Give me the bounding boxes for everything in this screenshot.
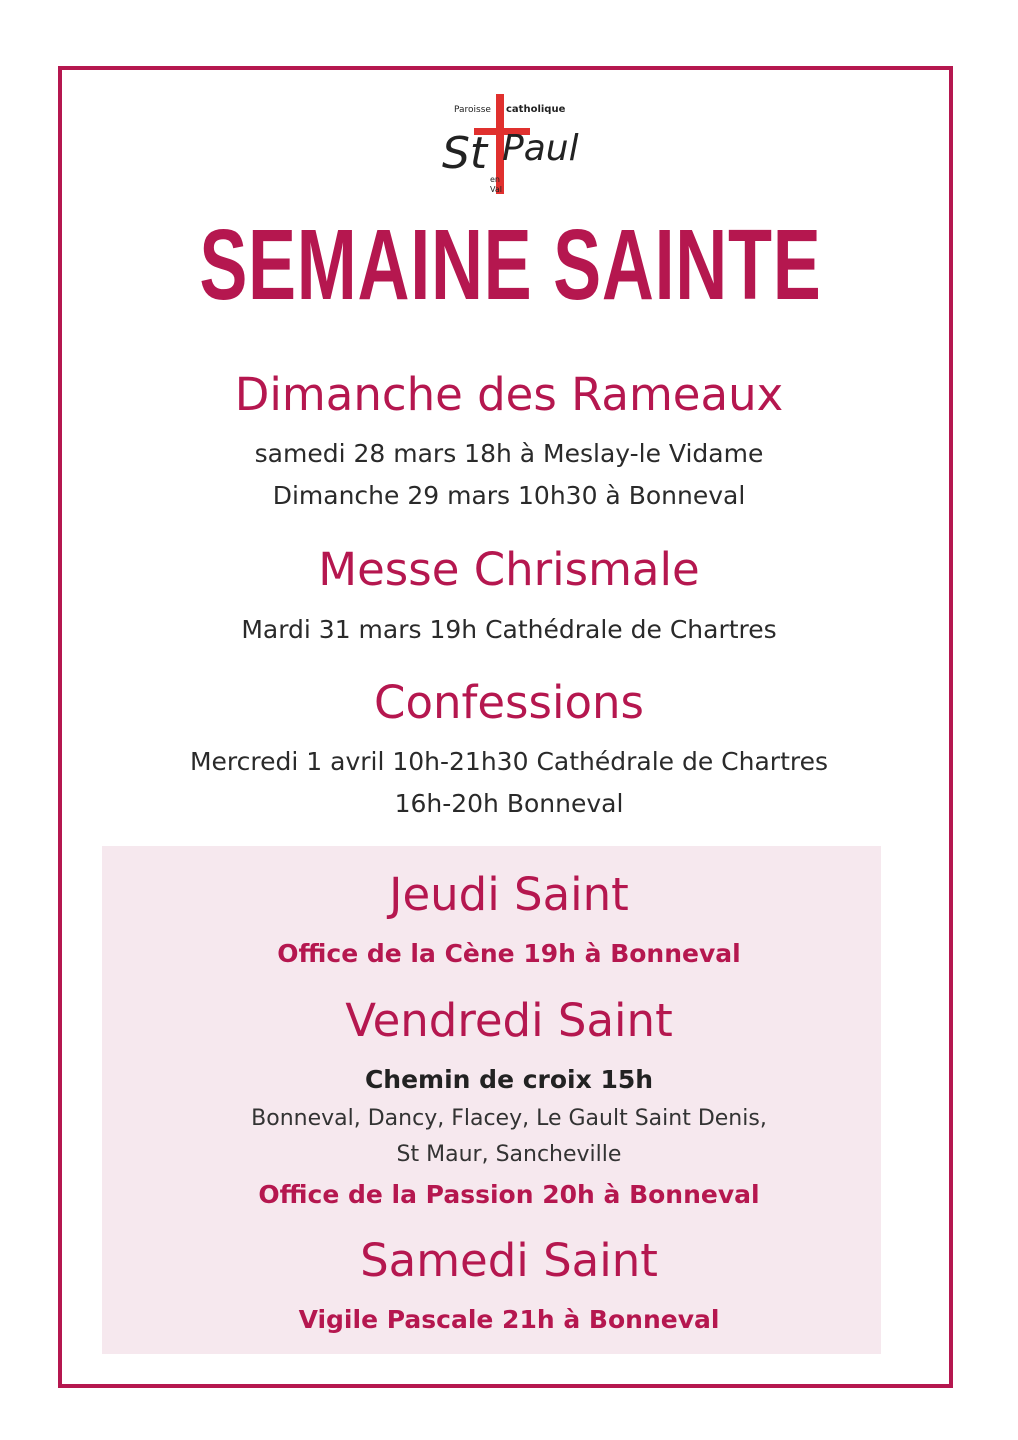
rameaux-line-1: samedi 28 mars 18h à Meslay-le Vidame — [254, 439, 764, 468]
parish-logo — [430, 88, 580, 198]
heading-jeudi: Jeudi Saint — [389, 868, 629, 921]
heading-chrismale: Messe Chrismale — [318, 543, 700, 596]
saint-paul-logo-icon — [430, 88, 580, 198]
heading-vendredi: Vendredi Saint — [345, 994, 673, 1047]
logo-catholique: catholique — [506, 104, 566, 115]
rameaux-line-2: Dimanche 29 mars 10h30 à Bonneval — [272, 481, 746, 510]
confessions-line-2: 16h-20h Bonneval — [394, 789, 624, 818]
heading-confessions: Confessions — [374, 676, 644, 729]
logo-en: en — [490, 175, 500, 184]
jeudi-office: Office de la Cène 19h à Bonneval — [277, 939, 741, 968]
heading-samedi: Samedi Saint — [360, 1234, 658, 1287]
logo-st: St — [442, 128, 488, 179]
confessions-line-1: Mercredi 1 avril 10h-21h30 Cathédrale de Chartres — [189, 747, 829, 776]
logo-paroisse: Paroisse — [454, 105, 491, 115]
samedi-office: Vigile Pascale 21h à Bonneval — [298, 1305, 720, 1334]
logo-val: Val — [490, 185, 502, 194]
vendredi-chemin: Chemin de croix 15h — [364, 1065, 654, 1094]
vendredi-places-2: St Maur, Sancheville — [396, 1142, 622, 1167]
chrismale-line-1: Mardi 31 mars 19h Cathédrale de Chartres — [241, 615, 777, 644]
logo-paul: Paul — [502, 128, 579, 169]
heading-rameaux: Dimanche des Rameaux — [234, 368, 784, 421]
vendredi-office: Office de la Passion 20h à Bonneval — [258, 1180, 760, 1209]
page-title: SEMAINE SAINTE — [199, 209, 822, 321]
vendredi-places-1: Bonneval, Dancy, Flacey, Le Gault Saint Denis, — [251, 1106, 767, 1131]
